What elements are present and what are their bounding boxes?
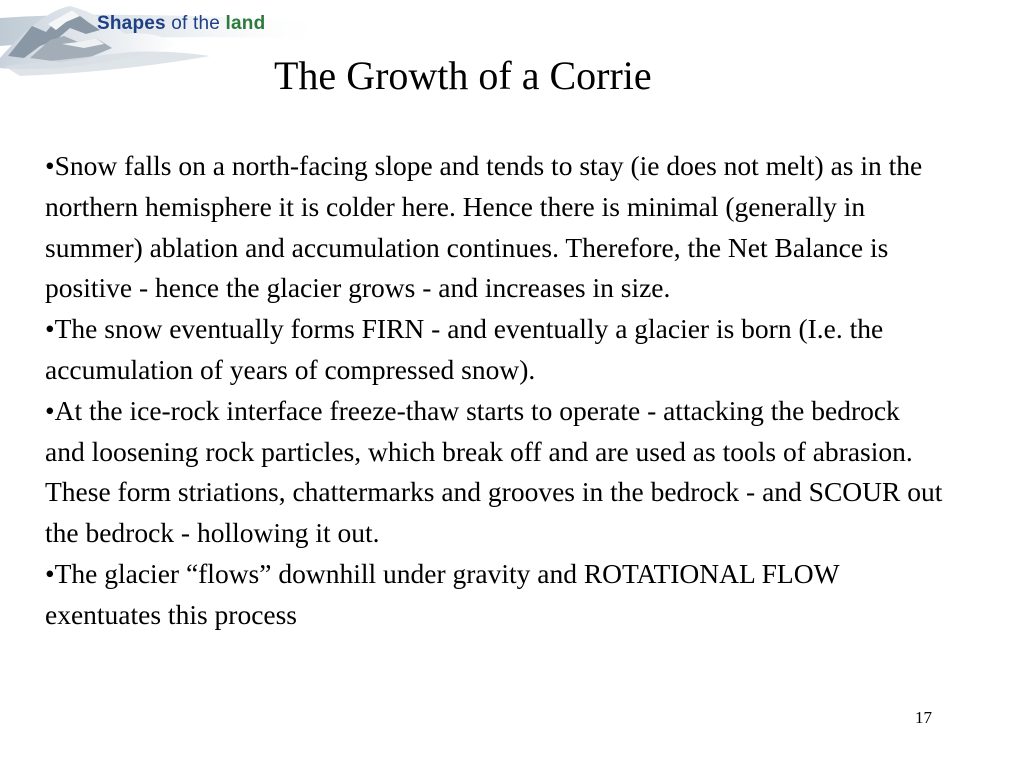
bullet-firn: •The snow eventually forms FIRN - and eventually a glacier is born (I.e. the accumulation of years of compressed snow). (45, 313, 884, 385)
slide-title: The Growth of a Corrie (274, 53, 652, 98)
logo-text (97, 13, 265, 35)
logo-word-ofthe: of the (171, 13, 221, 34)
logo-word-land: land (225, 13, 266, 34)
bullet-snow-falls: •Snow falls on a north-facing slope and tends to stay (ie does not melt) as in the northern hemisphere it is colder here. Hence there is minimal (generally in summer) ablation and accumulation continues. Therefore, the Net Balance is positive - hence the glacier grows - and increases in size. (45, 150, 923, 304)
logo-word-shapes: Shapes (97, 13, 166, 34)
slide-body (45, 146, 945, 636)
page-number: 17 (915, 708, 932, 727)
bullet-freeze-thaw: •At the ice-rock interface freeze-thaw starts to operate - attacking the bedrock and loosening rock particles, which break off and are used as tools of abrasion. These form striations, chattermarks and grooves in the bedrock - and SCOUR out the bedrock - hollowing it out. (45, 394, 943, 549)
bullet-glacier-flow: •The glacier “flows” downhill under gravity and ROTATIONAL FLOW exentuates this process (45, 557, 840, 630)
